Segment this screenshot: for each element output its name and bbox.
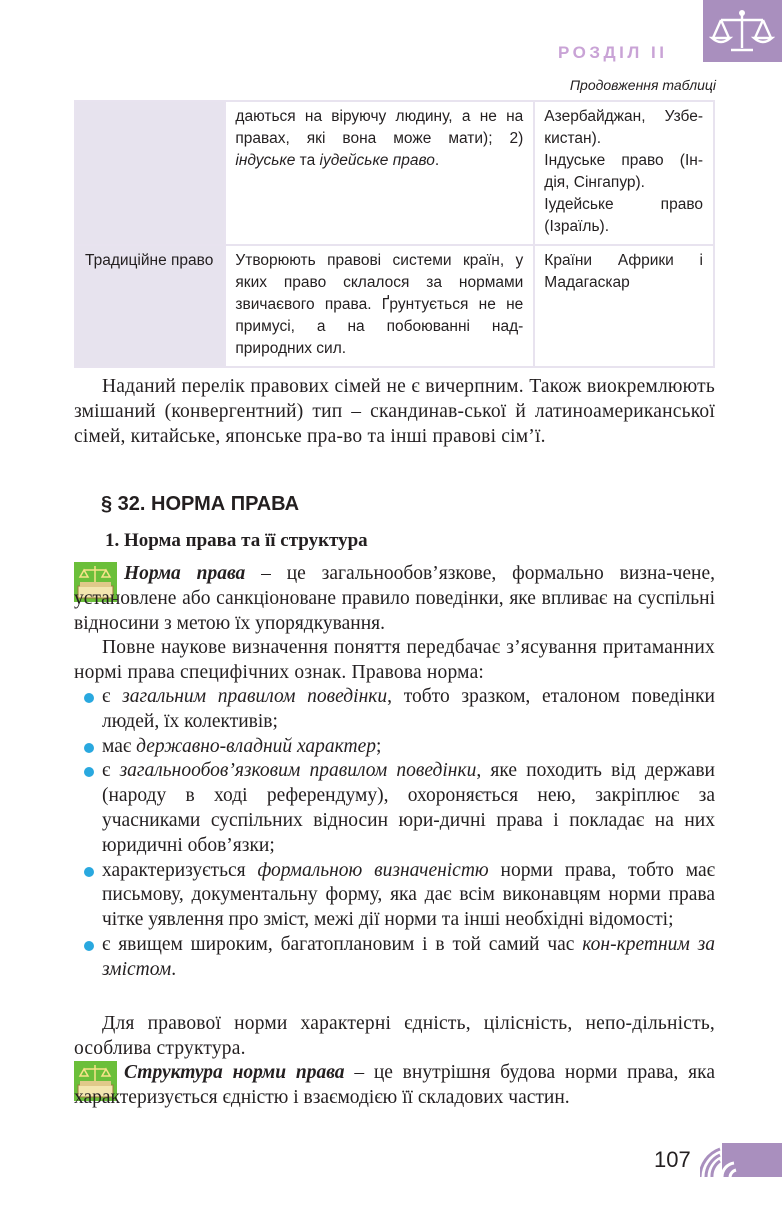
text-run: та [295, 152, 320, 169]
section-heading: § 32. НОРМА ПРАВА [101, 493, 300, 515]
emphasis-text: іудейське право [319, 152, 435, 169]
list-item [82, 735, 715, 760]
text-run: , яке походить від держави (народу в ході референдуму), охороняється нею, закріплює за учасниками суспільних відносин юри-дичні права і покладає на них юридичні обов’язки; [102, 760, 715, 856]
bullet-icon [84, 867, 94, 877]
table-cell-description [225, 101, 534, 245]
definition-text: – це внутрішня будова норми права, яка характеризується єдністю і взаємодією її складових частин. [74, 1062, 715, 1108]
table-row [75, 101, 714, 245]
page-corner-tab [700, 1143, 782, 1177]
emphasis-text: державно-владний характер [136, 735, 377, 757]
norm-features-list [82, 685, 715, 983]
bullet-icon [84, 767, 94, 777]
text-run: є [102, 760, 120, 782]
definition-norm-of-law [74, 562, 715, 636]
country-entry: Країни Африки і Мадагаскар [544, 252, 703, 291]
emphasis-text: загальним правилом поведінки [122, 686, 388, 707]
emphasis-text: загальнообов’язковим правилом поведінки [119, 760, 477, 782]
table-cell-type [75, 101, 225, 245]
scales-icon [709, 8, 775, 56]
section-tab [703, 0, 782, 62]
table-row [75, 245, 714, 367]
list-item [82, 859, 715, 933]
bullet-icon [84, 941, 94, 951]
text-run: даються на віруючу людину, а не на правах, які вона може мати); 2) [235, 108, 524, 147]
term-norm-structure: Структура норми права [124, 1062, 345, 1083]
table-continuation-note: Продовження таблиці [569, 77, 716, 93]
subsection-heading: 1. Норма права та її структура [105, 530, 368, 551]
country-entry: Іудейське право (Ізраїль). [544, 196, 703, 235]
text-run: має [102, 735, 137, 757]
section-title: РОЗДІЛ II [558, 43, 668, 62]
bullet-icon [84, 743, 94, 753]
text-run: норми права, тобто має письмову, документальну форму, яка дає всім виконавцям норми права чітке уявлення про зміст, межі дії норми та інші необхідні відомості; [102, 859, 715, 931]
text-run: . [171, 958, 177, 980]
table-cell-countries [534, 245, 714, 367]
paragraph-definition-intro: Повне наукове визначення поняття передбачає з’ясування притаманних нормі права специфічних ознак. Правова норма: [74, 637, 715, 683]
text-run: є явищем широким, багатоплановим і в той самий час [102, 933, 583, 955]
text-run: . [434, 152, 440, 169]
bullet-icon [84, 693, 94, 703]
text-run: , тобто зразком, еталоном поведінки людей, їх колективів; [102, 686, 715, 732]
definition-norm-structure [74, 1061, 715, 1111]
text-run: Утворюють правові системи країн, у яких право склалося за нормами звичаєвого права. Ґрунтується не не примусі, а на побоюванні над-природних сил. [235, 252, 524, 357]
country-entry: Азербайджан, Узбе-кистан). [544, 108, 703, 147]
paragraph-legal-families: Наданий перелік правових сімей не є вичерпним. Також виокремлюють змішаний (конвергентний) тип – скандинав-ської й латиноамериканської сімей, китайське, японське пра-во та інші правові сім’ї. [74, 376, 715, 447]
term-norm-of-law: Норма права [124, 563, 246, 584]
table-cell-type: Традиційне право [75, 245, 225, 367]
emphasis-text: індуське [235, 152, 296, 169]
emphasis-text: кон-кретним за змістом [102, 933, 716, 980]
table-cell-countries [534, 101, 714, 245]
country-entry: Індуське право (Ін-дія, Сінгапур). [544, 152, 703, 191]
list-item [82, 759, 715, 858]
list-item [82, 685, 715, 735]
text-run: характеризується [102, 859, 258, 881]
page-number: 107 [654, 1147, 691, 1172]
emphasis-text: формальною визначеністю [257, 859, 489, 881]
legal-families-table [74, 100, 715, 368]
text-run: ; [376, 735, 382, 757]
list-item [82, 933, 715, 983]
paragraph-norm-characteristics: Для правової норми характерні єдність, цілісність, непо-дільність, особлива структура. [74, 1013, 715, 1059]
definition-text: – це загальнообов’язкове, формально визна-чене, установлене або санкціоноване правило поведінки, яке впливає на суспільні відносини з метою їх упорядкування. [74, 563, 715, 634]
text-run: є [102, 686, 123, 707]
table-cell-description [225, 245, 534, 367]
